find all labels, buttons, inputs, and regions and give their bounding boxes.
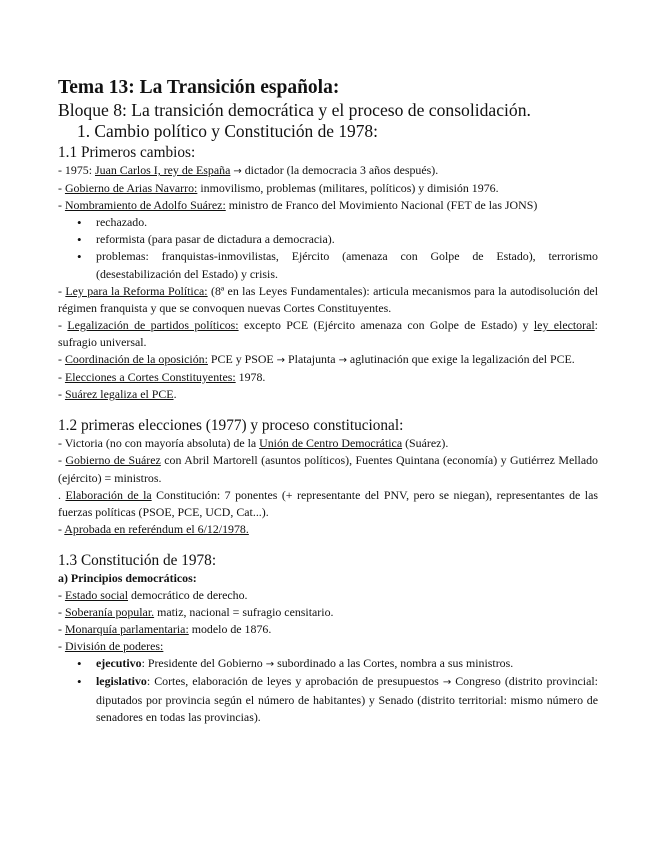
paragraph: - Estado social democrático de derecho. bbox=[58, 587, 248, 602]
document-title: Tema 13: La Transición española: bbox=[58, 77, 340, 98]
paragraph: - División de poderes: bbox=[58, 639, 164, 654]
paragraph: - Aprobada en referéndum el 6/12/1978. bbox=[58, 521, 249, 536]
paragraph: - Victoria (no con mayoría absoluta) de la Unión de Centro Democrática (Suárez). bbox=[58, 436, 449, 451]
paragraph: . Elaboración de la Constitución: 7 ponentes (+ representante del PNV, pero se niegan), representantes de las fuerzas políticas (PSOE, PCE, UCD, Cat...). bbox=[58, 487, 598, 519]
arrow-right-icon: → bbox=[276, 355, 286, 367]
subsection-1-3-heading: 1.3 Constitución de 1978: bbox=[58, 551, 217, 569]
list-item: • ejecutivo: Presidente del Gobierno → subordinado a las Cortes, nombra a sus ministros. bbox=[96, 655, 598, 673]
subsection-1-2-heading: 1.2 primeras elecciones (1977) y proceso constitucional: bbox=[58, 417, 404, 435]
paragraph: - Coordinación de la oposición: PCE y PSOE → Platajunta → aglutinación que exige la legalización del PCE. bbox=[58, 352, 575, 367]
paragraph: - Gobierno de Arias Navarro: inmovilismo, problemas (militares, políticos) y dimisión 1976. bbox=[58, 181, 499, 196]
list-item: • rechazado. bbox=[96, 214, 598, 231]
paragraph: - Soberanía popular. matiz, nacional = sufragio censitario. bbox=[58, 605, 334, 620]
list-item: • problemas: franquistas-inmovilistas, Ejército (amenaza con Golpe de Estado), terrorismo (desestabilización del Estado) y crisis. bbox=[96, 248, 598, 282]
principles-heading: a) Principios democráticos: bbox=[58, 570, 197, 585]
paragraph: - Gobierno de Suárez con Abril Martorell (asuntos políticos), Fuentes Quintana (economía) y Gutiérrez Mellado (ejército) = ministros. bbox=[58, 453, 598, 485]
bullet-list bbox=[58, 214, 598, 282]
paragraph: - Monarquía parlamentaria: modelo de 1876. bbox=[58, 622, 272, 637]
document-page bbox=[58, 76, 598, 726]
paragraph: - Ley para la Reforma Política: (8ª en las Leyes Fundamentales): articula mecanismos para la autodisolución del régimen franquista y que se convoquen nuevas Cortes Constituyentes. bbox=[58, 283, 598, 315]
arrow-right-icon: → bbox=[233, 166, 242, 177]
paragraph: - 1975: Juan Carlos I, rey de España → dictador (la democracia 3 años después). bbox=[58, 163, 439, 177]
paragraph: - Nombramiento de Adolfo Suárez: ministro de Franco del Movimiento Nacional (FET de las JONS) bbox=[58, 198, 538, 213]
arrow-right-icon: → bbox=[265, 659, 275, 671]
list-item: • reformista (para pasar de dictadura a democracia). bbox=[96, 231, 598, 248]
section-heading: 1. Cambio político y Constitución de 1978: bbox=[77, 121, 378, 141]
paragraph: - Suárez legaliza el PCE. bbox=[58, 387, 177, 402]
subsection-1-1-heading: 1.1 Primeros cambios: bbox=[58, 144, 196, 161]
paragraph: - Legalización de partidos políticos: excepto PCE (Ejército amenaza con Golpe de Estado) y ley electoral: sufragio universal. bbox=[58, 317, 598, 349]
bullet-list bbox=[58, 655, 598, 725]
block-heading: Bloque 8: La transición democrática y el proceso de consolidación. bbox=[58, 100, 531, 120]
arrow-right-icon: → bbox=[338, 355, 347, 367]
list-item: • legislativo: Cortes, elaboración de leyes y aprobación de presupuestos → Congreso (distrito provincial: diputados por provincia según el número de habitantes) y Senado (distrito territorial: mismo número de senadores en todas las provincias). bbox=[96, 673, 598, 725]
paragraph: - Elecciones a Cortes Constituyentes: 1978. bbox=[58, 370, 266, 385]
arrow-right-icon: → bbox=[442, 677, 452, 689]
